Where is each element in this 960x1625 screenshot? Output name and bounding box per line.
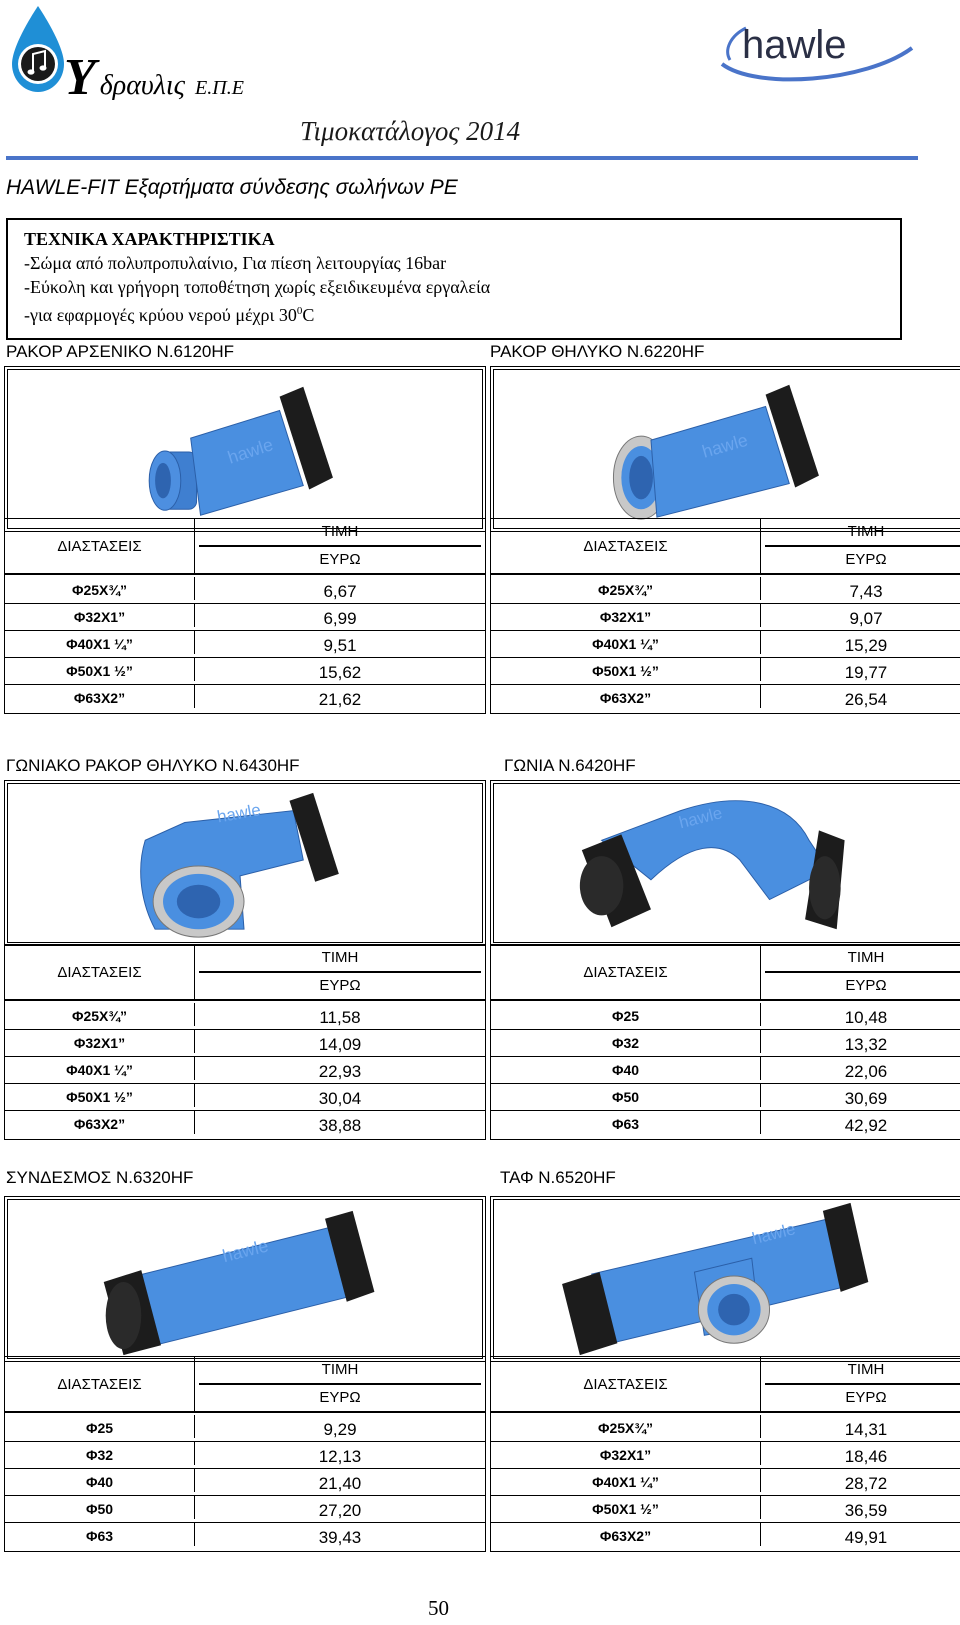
- dimension-cell: Φ32Χ1”: [5, 604, 195, 627]
- company-suffix: Ε.Π.Ε: [195, 77, 244, 99]
- price-cell: 21,62: [318, 690, 362, 709]
- degree-superscript: 0: [296, 305, 303, 317]
- price-table: [490, 944, 960, 1140]
- currency-label: ΕΥΡΩ: [319, 551, 361, 568]
- table-row: [5, 604, 485, 631]
- dimension-cell: Φ32Χ1”: [491, 604, 761, 627]
- table-row: [5, 1469, 485, 1496]
- table-row: [491, 1057, 960, 1084]
- dimension-cell: Φ63Χ2”: [491, 685, 761, 708]
- dimensions-header: ΔΙΑΣΤΑΣΕΙΣ: [5, 519, 195, 575]
- product-title: ΡΑΚΟΡ ΑΡΣΕΝΙΚΟ Ν.6120HF: [6, 342, 235, 361]
- product-title: ΡΑΚΟΡ ΘΗΛΥΚΟ Ν.6220HF: [490, 342, 705, 361]
- header-divider: [765, 545, 960, 547]
- dimensions-header: ΔΙΑΣΤΑΣΕΙΣ: [491, 945, 761, 1001]
- dimension-cell: Φ50Χ1 ½”: [491, 1496, 761, 1519]
- table-row: [491, 1415, 960, 1442]
- price-cell: 6,67: [323, 582, 357, 601]
- elbow-fitting-icon: [491, 781, 960, 945]
- angled-female-union-icon: [5, 781, 485, 945]
- dimension-cell: Φ40: [491, 1057, 761, 1080]
- specs-line: -Εύκολη και γρήγορη τοποθέτηση χωρίς εξειδικευμένα εργαλεία: [24, 277, 491, 297]
- table-row: [491, 1496, 960, 1523]
- header-divider: [765, 971, 960, 973]
- price-cell: 12,13: [318, 1447, 362, 1466]
- header-divider: [765, 1383, 960, 1385]
- svg-text:hawle: hawle: [742, 23, 847, 67]
- catalog-title: Τιμοκατάλογος 2014: [300, 116, 521, 146]
- table-row: [491, 1442, 960, 1469]
- dimension-cell: Φ32: [491, 1030, 761, 1053]
- product-photo: [4, 366, 486, 532]
- table-row: [491, 1003, 960, 1030]
- price-cell: 28,72: [844, 1474, 888, 1493]
- dimension-cell: Φ50Χ1 ½”: [491, 658, 761, 681]
- price-header: [761, 945, 960, 1001]
- dimension-cell: Φ40Χ1 ¼”: [491, 631, 761, 654]
- product-photo: [4, 780, 486, 946]
- price-header: [195, 1357, 485, 1413]
- water-drop-logo-icon: [8, 4, 68, 94]
- svg-text:hawle: hawle: [225, 434, 276, 468]
- price-cell: 14,09: [318, 1035, 362, 1054]
- price-cell: 6,99: [323, 609, 357, 628]
- table-row: [5, 577, 485, 604]
- table-row: [491, 658, 960, 685]
- table-row: [5, 1415, 485, 1442]
- dimension-cell: Φ32Χ1”: [5, 1030, 195, 1053]
- header-divider: [199, 1383, 481, 1385]
- male-union-fitting-icon: [5, 367, 485, 531]
- svg-text:hawle: hawle: [676, 803, 725, 833]
- table-row: [5, 1111, 485, 1138]
- price-cell: 10,48: [844, 1008, 888, 1027]
- dimensions-header: ΔΙΑΣΤΑΣΕΙΣ: [5, 1357, 195, 1413]
- table-row: [491, 1030, 960, 1057]
- dimension-cell: Φ50Χ1 ½”: [5, 658, 195, 681]
- price-header-label: ΤΙΜΗ: [321, 523, 359, 540]
- price-cell: 27,20: [318, 1501, 362, 1520]
- table-row: [5, 631, 485, 658]
- product-photo: [490, 1196, 960, 1362]
- product-title: ΤΑΦ Ν.6520HF: [500, 1168, 616, 1187]
- dimension-cell: Φ63Χ2”: [5, 685, 195, 708]
- price-cell: 22,93: [318, 1062, 362, 1081]
- specs-line: -Σώμα από πολυπροπυλαίνιο, Για πίεση λειτουργίας 16bar: [24, 253, 447, 273]
- dimension-cell: Φ25: [491, 1003, 761, 1026]
- dimension-cell: Φ25Χ¾”: [5, 577, 195, 600]
- table-row: [5, 1030, 485, 1057]
- dimension-cell: Φ40: [5, 1469, 195, 1492]
- price-cell: 18,46: [844, 1447, 888, 1466]
- table-row: [5, 658, 485, 685]
- dimension-cell: Φ40Χ1 ¼”: [5, 631, 195, 654]
- dimension-cell: Φ63Χ2”: [5, 1111, 195, 1134]
- table-row: [5, 1496, 485, 1523]
- table-row: [5, 1442, 485, 1469]
- price-cell: 13,32: [844, 1035, 888, 1054]
- table-row: [5, 1084, 485, 1111]
- svg-text:hawle: hawle: [215, 800, 263, 827]
- table-row: [5, 685, 485, 712]
- price-table: [490, 1356, 960, 1552]
- svg-text:hawle: hawle: [220, 1235, 271, 1267]
- currency-label: ΕΥΡΩ: [319, 1389, 361, 1406]
- price-cell: 21,40: [318, 1474, 362, 1493]
- price-cell: 42,92: [844, 1116, 888, 1135]
- specs-title: ΤΕΧΝΙΚΑ ΧΑΡΑΚΤΗΡΙΣΤΙΚΑ: [24, 229, 275, 249]
- technical-specs-box: [6, 218, 902, 340]
- table-row: [491, 1523, 960, 1550]
- product-photo: [490, 780, 960, 946]
- female-union-fitting-icon: [491, 367, 960, 531]
- table-row: [5, 1057, 485, 1084]
- price-cell: 38,88: [318, 1116, 362, 1135]
- price-cell: 49,91: [844, 1528, 888, 1547]
- price-cell: 9,29: [323, 1420, 357, 1439]
- price-cell: 9,51: [323, 636, 357, 655]
- price-table: [490, 518, 960, 714]
- price-header: [761, 519, 960, 575]
- currency-label: ΕΥΡΩ: [845, 977, 887, 994]
- price-header: [195, 945, 485, 1001]
- price-header: [761, 1357, 960, 1413]
- svg-text:hawle: hawle: [699, 429, 751, 462]
- specs-line-text: -για εφαρμογές κρύου νερού μέχρι 30: [24, 305, 297, 325]
- dimensions-header: ΔΙΑΣΤΑΣΕΙΣ: [5, 945, 195, 1001]
- price-cell: 39,43: [318, 1528, 362, 1547]
- table-row: [491, 1469, 960, 1496]
- price-table: [4, 518, 486, 714]
- header-divider: [6, 156, 918, 160]
- header-divider: [199, 971, 481, 973]
- price-cell: 9,07: [849, 609, 883, 628]
- product-title: ΓΩΝΙΑ Ν.6420HF: [504, 756, 636, 775]
- dimension-cell: Φ63Χ2”: [491, 1523, 761, 1546]
- price-header: [195, 519, 485, 575]
- price-cell: 7,43: [849, 582, 883, 601]
- dimension-cell: Φ32Χ1”: [491, 1442, 761, 1465]
- table-row: [491, 577, 960, 604]
- dimension-cell: Φ40Χ1 ¼”: [491, 1469, 761, 1492]
- price-table: [4, 1356, 486, 1552]
- table-row: [491, 1084, 960, 1111]
- dimension-cell: Φ50: [491, 1084, 761, 1107]
- company-name-rest: δραυλις: [99, 70, 186, 101]
- dimension-cell: Φ25Χ¾”: [5, 1003, 195, 1026]
- price-cell: 26,54: [844, 690, 888, 709]
- price-cell: 22,06: [844, 1062, 888, 1081]
- price-header-label: ΤΙΜΗ: [321, 949, 359, 966]
- currency-label: ΕΥΡΩ: [845, 551, 887, 568]
- section-heading: HAWLE-FIT Εξαρτήματα σύνδεσης σωλήνων PE: [6, 176, 458, 199]
- price-header-label: ΤΙΜΗ: [847, 949, 885, 966]
- dimensions-header: ΔΙΑΣΤΑΣΕΙΣ: [491, 519, 761, 575]
- price-cell: 15,29: [844, 636, 888, 655]
- page-number: 50: [428, 1596, 449, 1620]
- specs-line: [24, 299, 884, 327]
- table-row: [491, 685, 960, 712]
- price-cell: 14,31: [844, 1420, 888, 1439]
- table-row: [5, 1003, 485, 1030]
- table-row: [491, 604, 960, 631]
- svg-text:hawle: hawle: [750, 1219, 798, 1249]
- company-initial: Υ: [64, 49, 96, 106]
- currency-label: ΕΥΡΩ: [319, 977, 361, 994]
- product-title: ΣΥΝΔΕΣΜΟΣ Ν.6320HF: [6, 1168, 194, 1187]
- price-cell: 19,77: [844, 663, 888, 682]
- coupler-fitting-icon: [5, 1197, 485, 1361]
- table-row: [491, 631, 960, 658]
- price-table: [4, 944, 486, 1140]
- product-photo: [490, 366, 960, 532]
- dimension-cell: Φ25Χ¾”: [491, 577, 761, 600]
- dimension-cell: Φ50Χ1 ½”: [5, 1084, 195, 1107]
- dimension-cell: Φ63: [5, 1523, 195, 1546]
- price-cell: 30,04: [318, 1089, 362, 1108]
- table-row: [5, 1523, 485, 1550]
- dimension-cell: Φ32: [5, 1442, 195, 1465]
- product-title: ΓΩΝΙΑΚΟ ΡΑΚΟΡ ΘΗΛΥΚΟ Ν.6430HF: [6, 756, 300, 775]
- price-cell: 11,58: [319, 1008, 361, 1027]
- tee-fitting-icon: [491, 1197, 960, 1361]
- price-header-label: ΤΙΜΗ: [321, 1361, 359, 1378]
- table-row: [491, 1111, 960, 1138]
- dimension-cell: Φ63: [491, 1111, 761, 1134]
- dimension-cell: Φ25: [5, 1415, 195, 1438]
- dimensions-header: ΔΙΑΣΤΑΣΕΙΣ: [491, 1357, 761, 1413]
- dimension-cell: Φ50: [5, 1496, 195, 1519]
- price-cell: 15,62: [318, 663, 362, 682]
- hawle-brand-logo: [716, 20, 916, 84]
- currency-label: ΕΥΡΩ: [845, 1389, 887, 1406]
- specs-line-unit: C: [302, 305, 315, 325]
- product-photo: [4, 1196, 486, 1362]
- header-divider: [199, 545, 481, 547]
- price-header-label: ΤΙΜΗ: [847, 1361, 885, 1378]
- dimension-cell: Φ40Χ1 ¼”: [5, 1057, 195, 1080]
- company-name: [64, 48, 244, 107]
- dimension-cell: Φ25Χ¾”: [491, 1415, 761, 1438]
- price-header-label: ΤΙΜΗ: [847, 523, 885, 540]
- price-cell: 30,69: [844, 1089, 888, 1108]
- price-cell: 36,59: [844, 1501, 888, 1520]
